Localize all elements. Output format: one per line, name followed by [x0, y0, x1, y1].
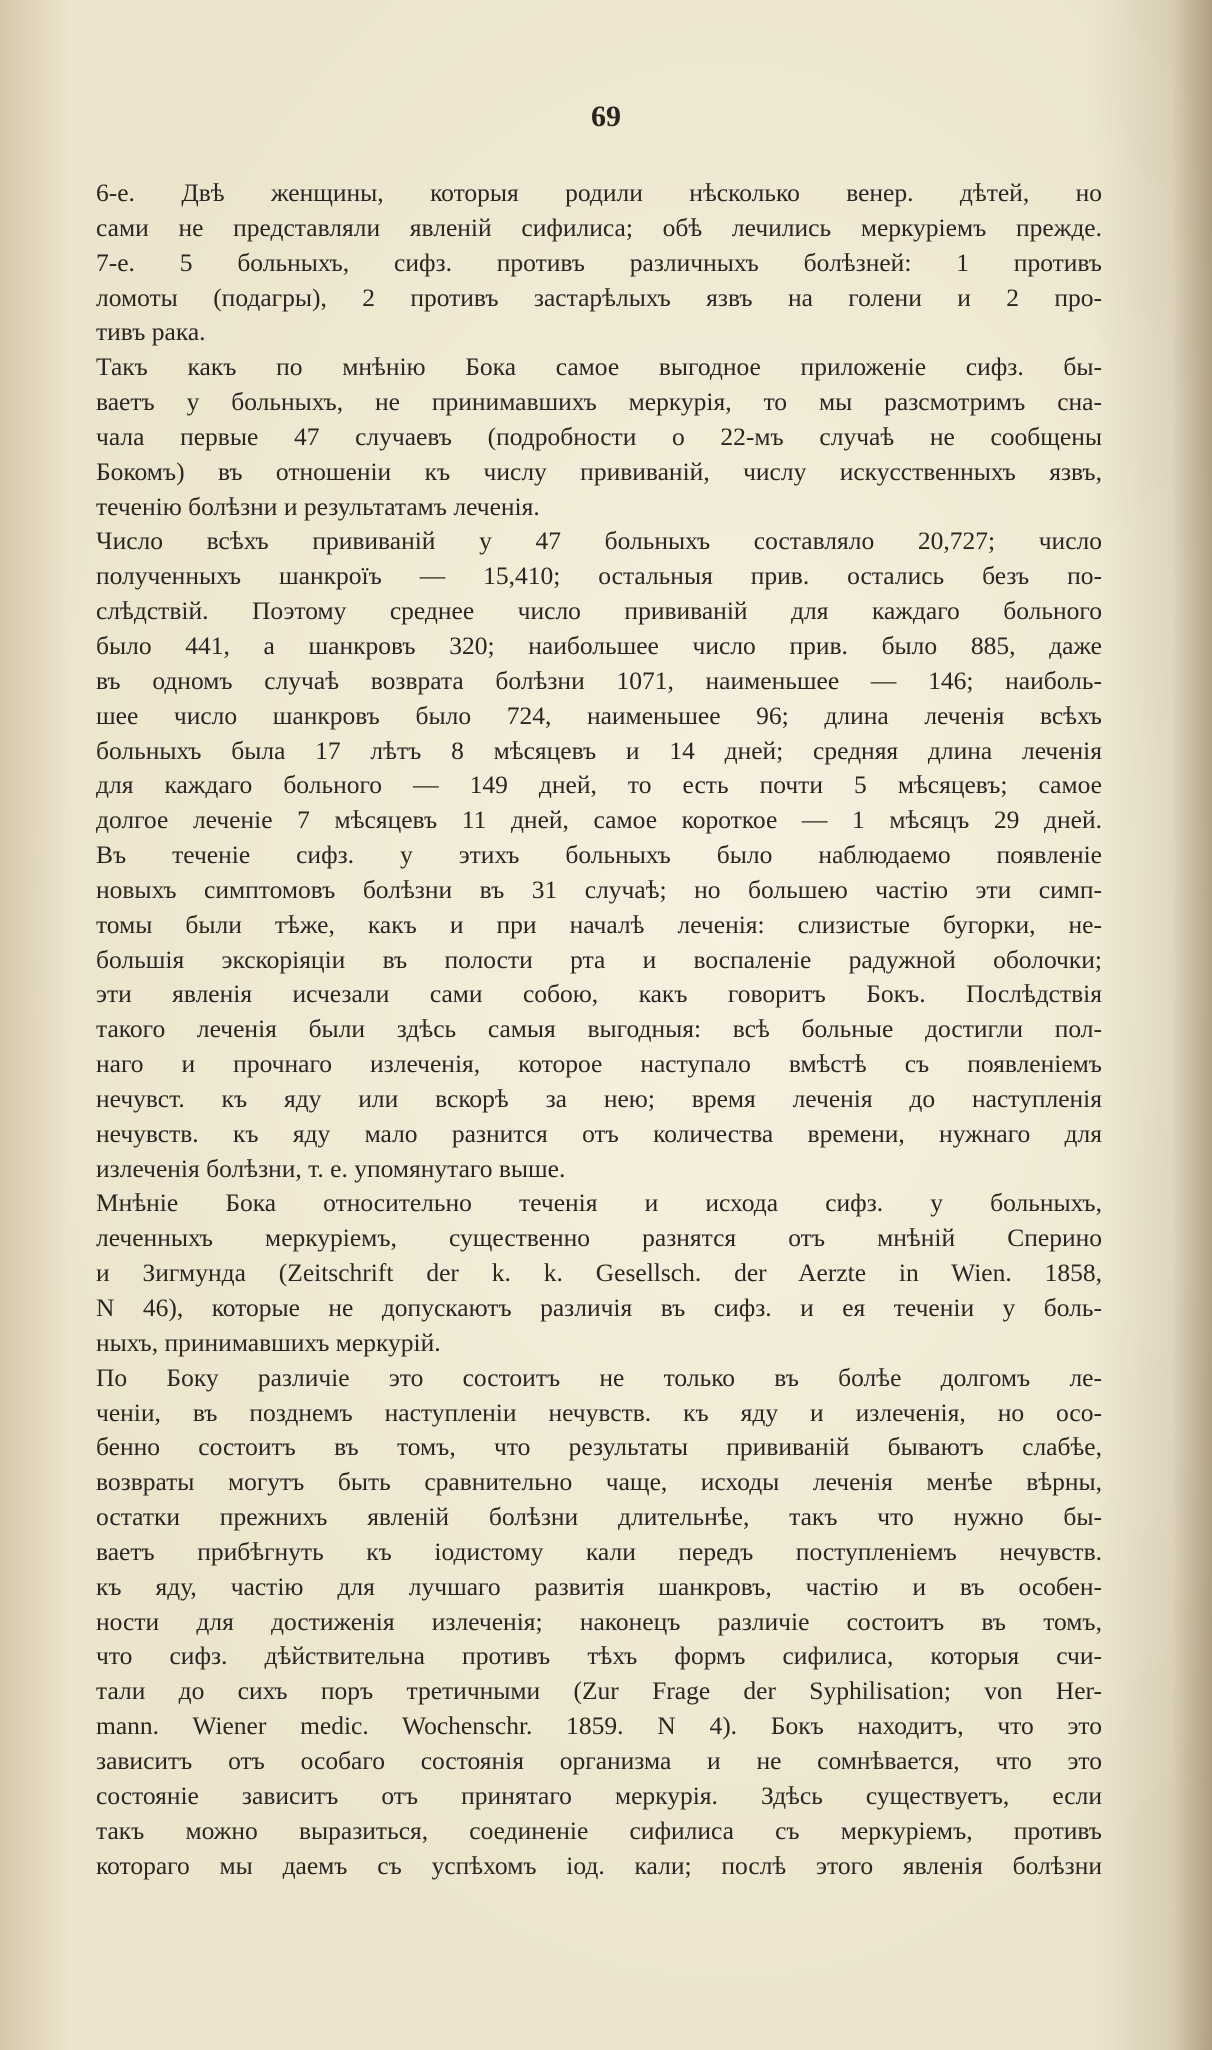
text-line: Такъ какъ по мнѣнію Бока самое выгодное приложеніе сифз. бы-	[96, 352, 1102, 382]
text-line: нечувст. къ яду или вскорѣ за нею; время леченія до наступленія	[96, 1083, 1102, 1113]
text-line: такъ можно выразиться, соединеніе сифилиса съ меркуріемъ, противъ	[96, 1815, 1102, 1845]
text-line: ваетъ у больныхъ, не принимавшихъ меркурія, то мы разсмотримъ сна-	[96, 387, 1102, 417]
text-line: такого леченія были здѣсь самыя выгодныя: всѣ больные достигли пол-	[96, 1014, 1102, 1044]
text-line: большія экскоріяціи въ полости рта и воспаленіе радужной оболочки;	[96, 944, 1102, 974]
text-line: 6-е. Двѣ женщины, которыя родили нѣсколько венер. дѣтей, но	[96, 178, 1102, 207]
text-line: остатки прежнихъ явленій болѣзни длительнѣе, такъ что нужно бы-	[96, 1502, 1102, 1532]
text-line: ломоты (подагры), 2 противъ застарѣлыхъ язвъ на голени и 2 про-	[96, 282, 1102, 312]
page-number: 69	[591, 100, 621, 133]
text-line: леченныхъ меркуріемъ, существенно разнятся отъ мнѣній Сперино	[96, 1223, 1102, 1253]
text-line: ваетъ прибѣгнуть къ іодистому кали передъ поступленіемъ нечувств.	[96, 1536, 1102, 1566]
text-line: долгое леченіе 7 мѣсяцевъ 11 дней, самое короткое — 1 мѣсяцъ 29 дней.	[96, 805, 1102, 835]
page-shadow-right	[1172, 0, 1212, 2050]
text-line: въ одномъ случаѣ возврата болѣзни 1071, наименьшее — 146; наиболь-	[96, 665, 1102, 695]
text-line: излеченія болѣзни, т. е. упомянутаго выше.	[96, 1153, 566, 1183]
text-line: полученныхъ шанкроїъ — 15,410; остальныя прив. остались безъ по-	[96, 561, 1102, 591]
text-line: и Зигмунда (Zeitschrift der k. k. Gesellsch. der Aerzte in Wien. 1858,	[96, 1258, 1102, 1288]
text-line: новыхъ симптомовъ болѣзни въ 31 случаѣ; но большею частію эти симп-	[96, 874, 1102, 904]
page-shadow-left	[0, 0, 70, 2050]
text-line: состояніе зависитъ отъ принятаго меркурія. Здѣсь существуетъ, если	[96, 1780, 1102, 1810]
text-line: эти явленія исчезали сами собою, какъ говоритъ Бокъ. Послѣдствія	[96, 979, 1102, 1009]
text-line: было 441, а шанкровъ 320; наибольшее число прив. было 885, даже	[96, 630, 1102, 660]
text-line: N 46), которые не допускаютъ различія въ сифз. и ея теченіи у боль-	[96, 1293, 1102, 1322]
text-line: ныхъ, принимавшихъ меркурій.	[96, 1327, 441, 1357]
text-line: ности для достиженія излеченія; наконецъ различіе состоитъ въ томъ,	[96, 1606, 1102, 1636]
text-line: для каждаго больного — 149 дней, то есть почти 5 мѣсяцевъ; самое	[96, 770, 1102, 800]
text-line: чала первые 47 случаевъ (подробности о 22-мъ случаѣ не сообщены	[96, 421, 1102, 451]
text-line: больныхъ была 17 лѣтъ 8 мѣсяцевъ и 14 дней; средняя длина леченія	[96, 735, 1102, 765]
text-line: къ яду, частію для лучшаго развитія шанкровъ, частію и въ особен-	[96, 1571, 1102, 1601]
body-text	[96, 176, 1102, 1883]
text-line: теченію болѣзни и результатамъ леченія.	[96, 491, 540, 521]
text-line: возвраты могутъ быть сравнительно чаще, исходы леченія менѣе вѣрны,	[96, 1467, 1102, 1497]
text-line: Въ теченіе сифз. у этихъ больныхъ было наблюдаемо появленіе	[96, 840, 1102, 870]
text-line: зависитъ отъ особаго состоянія организма и не сомнѣвается, что это	[96, 1745, 1102, 1775]
text-line: тивъ рака.	[96, 317, 206, 347]
text-line: слѣдствій. Поэтому среднее число прививаній для каждаго больного	[96, 596, 1102, 626]
text-line: что сифз. дѣйствительна противъ тѣхъ формъ сифилиса, которыя счи-	[96, 1641, 1102, 1671]
text-line: наго и прочнаго излеченія, которое наступало вмѣстѣ съ появленіемъ	[96, 1049, 1102, 1079]
text-line: котораго мы даемъ съ успѣхомъ іод. кали; послѣ этого явленія болѣзни	[96, 1850, 1102, 1880]
text-line: Число всѣхъ прививаній у 47 больныхъ составляло 20,727; число	[96, 526, 1102, 556]
text-line: Мнѣніе Бока относительно теченія и исхода сифз. у больныхъ,	[96, 1188, 1102, 1218]
text-line: бенно состоитъ въ томъ, что результаты прививаній бываютъ слабѣе,	[96, 1432, 1102, 1462]
text-line: нечувств. къ яду мало разнится отъ количества времени, нужнаго для	[96, 1118, 1102, 1148]
text-line: ченіи, въ позднемъ наступленіи нечувств. къ яду и излеченія, но осо-	[96, 1397, 1102, 1427]
text-line: По Боку различіе это состоитъ не только въ болѣе долгомъ ле-	[96, 1362, 1102, 1392]
text-line: шее число шанкровъ было 724, наименьшее 96; длина леченія всѣхъ	[96, 700, 1102, 730]
text-line: mann. Wiener medic. Wochenschr. 1859. N 4). Бокъ находитъ, что это	[96, 1711, 1102, 1741]
text-line: сами не представляли явленій сифилиса; обѣ лечились меркуріемъ прежде.	[96, 212, 1102, 242]
text-line: томы были тѣже, какъ и при началѣ леченія: слизистые бугорки, не-	[96, 909, 1102, 939]
text-line: 7-е. 5 больныхъ, сифз. противъ различныхъ болѣзней: 1 противъ	[96, 247, 1102, 277]
text-line: Бокомъ) въ отношеніи къ числу прививаній, числу искусственныхъ язвъ,	[96, 456, 1102, 486]
text-line: тали до сихъ поръ третичными (Zur Frage der Syphilisation; von Her-	[96, 1676, 1102, 1706]
